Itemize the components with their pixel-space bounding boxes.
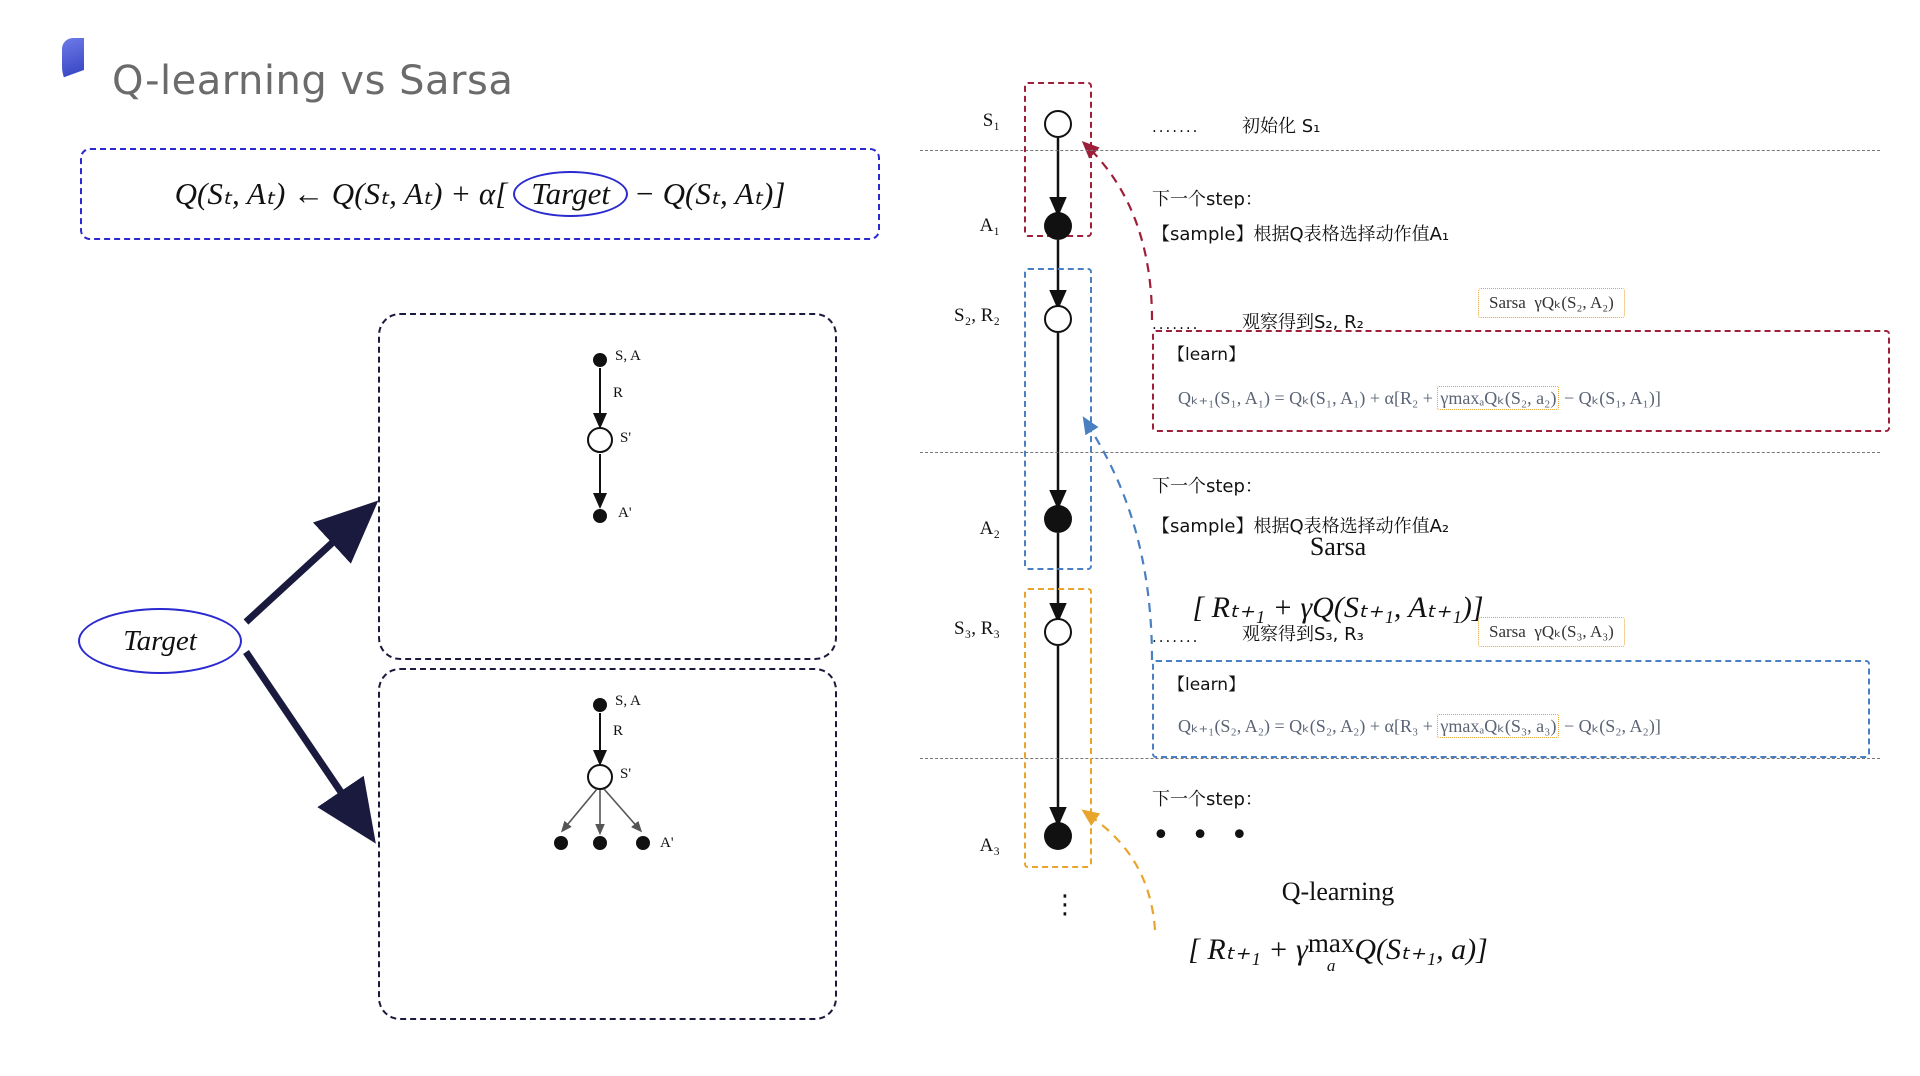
- qlearning-max-operator: [1308, 930, 1355, 974]
- sarsa-tag-2-expr: γQₖ(S₃, A₃): [1534, 622, 1614, 641]
- note-step-header-3: 下一个step：: [1152, 789, 1263, 810]
- learn-block-2-eq-prefix: Qₖ₊₁(S₂, A₂) = Qₖ(S₂, A₂) + α[R₃ +: [1178, 716, 1438, 736]
- note-observe-s2: 观察得到S₂, R₂: [1242, 312, 1364, 333]
- sarsa-formula: [ Rₜ₊₁ + γQ(Sₜ₊₁, Aₜ₊₁)]: [1192, 591, 1484, 624]
- chain-node-s1: [1044, 110, 1072, 138]
- learn-block-1-box: [1152, 330, 1890, 432]
- learn-block-2-title: 【learn】: [1168, 675, 1246, 695]
- update-rule-prefix: Q(Sₜ, Aₜ) ← Q(Sₜ, Aₜ) + α[: [174, 176, 508, 211]
- update-rule-box: [80, 148, 880, 240]
- chain-node-s3: [1044, 618, 1072, 646]
- learn-block-1-eq-highlight: γmaxₐQₖ(S₂, a₂): [1437, 386, 1559, 410]
- sarsa-tag-2: [1478, 617, 1625, 647]
- sarsa-tag-2-name: Sarsa: [1489, 622, 1526, 641]
- learn-block-2-eq-highlight: γmaxₐQₖ(S₃, a₃): [1437, 714, 1559, 738]
- target-highlight: Target: [513, 171, 628, 217]
- note-sample-a1: 【sample】根据Q表格选择动作值A₁: [1152, 224, 1450, 245]
- note-init-s1: 初始化 S₁: [1242, 116, 1321, 137]
- chain-node-a1: [1044, 212, 1072, 240]
- qlearning-formula-suffix: Q(Sₜ₊₁, a)]: [1354, 932, 1488, 966]
- note-ellipsis: • • •: [1152, 818, 1255, 853]
- max-label: max: [1307, 928, 1355, 958]
- note-observe-s3: 观察得到S₃, R₃: [1242, 624, 1364, 645]
- qlearning-backup-next-state-label: S': [620, 766, 632, 782]
- note-step-header-1: 下一个step：: [1152, 189, 1263, 210]
- learn-block-2-eq-suffix: − Qₖ(S₂, A₂)]: [1559, 716, 1661, 736]
- learn-block-1-title: 【learn】: [1168, 345, 1246, 365]
- sarsa-tag-1-expr: γQₖ(S₂, A₂): [1534, 293, 1614, 312]
- chain-node-a2: [1044, 505, 1072, 533]
- note-sample-a2: 【sample】根据Q表格选择动作值A₂: [1152, 516, 1450, 537]
- qlearning-formula-prefix: [ Rₜ₊₁ + γ: [1188, 932, 1308, 966]
- decorative-blob-icon: [62, 38, 106, 94]
- chain-label-a1: A₁: [979, 215, 1000, 236]
- learn-block-1-eq-prefix: Qₖ₊₁(S₁, A₁) = Qₖ(S₁, A₁) + α[R₂ +: [1178, 388, 1438, 408]
- update-rule-suffix: − Q(Sₜ, Aₜ)]: [633, 176, 786, 211]
- target-node: Target: [78, 608, 242, 674]
- sarsa-tag-1: [1478, 288, 1625, 318]
- sarsa-tag-1-name: Sarsa: [1489, 293, 1526, 312]
- chain-node-a3: [1044, 822, 1072, 850]
- note-step-header-2: 下一个step：: [1152, 476, 1263, 497]
- chain-continue-dots: ⋮: [1052, 890, 1078, 920]
- max-subscript: a: [1326, 956, 1336, 975]
- sarsa-label: Sarsa: [1309, 532, 1367, 561]
- leader-dots-observe-s3: .......: [1152, 628, 1200, 646]
- chain-label-a3: A₃: [979, 835, 1000, 856]
- page-title: Q-learning vs Sarsa: [112, 58, 514, 104]
- update-rule-formula: [82, 150, 878, 238]
- chain-label-s1: S₁: [982, 110, 1000, 131]
- chain-node-s2: [1044, 305, 1072, 333]
- qlearning-label: Q-learning: [1281, 877, 1395, 906]
- learn-block-1-equation: [1178, 388, 1661, 409]
- learn-block-2-equation: [1178, 716, 1661, 737]
- chain-label-a2: A₂: [979, 518, 1000, 539]
- leader-dots-init: .......: [1152, 118, 1200, 136]
- leader-dots-observe-s2: .......: [1152, 315, 1200, 333]
- sarsa-backup-next-state-label: S': [620, 430, 632, 446]
- chain-label-s2: S₂, R₂: [954, 305, 1000, 326]
- sarsa-backup-reward-label: R: [613, 385, 624, 401]
- qlearning-backup-next-action-label: A': [660, 835, 674, 851]
- chain-label-s3: S₃, R₃: [954, 618, 1000, 639]
- learn-block-2-box: [1152, 660, 1870, 758]
- sarsa-backup-next-action-label: A': [618, 505, 632, 521]
- qlearning-backup-root-label: S, A: [615, 693, 641, 709]
- sarsa-backup-root-label: S, A: [615, 348, 641, 364]
- qlearning-backup-reward-label: R: [613, 723, 624, 739]
- learn-block-1-eq-suffix: − Qₖ(S₁, A₁)]: [1559, 388, 1661, 408]
- qlearning-formula: [378, 930, 1920, 974]
